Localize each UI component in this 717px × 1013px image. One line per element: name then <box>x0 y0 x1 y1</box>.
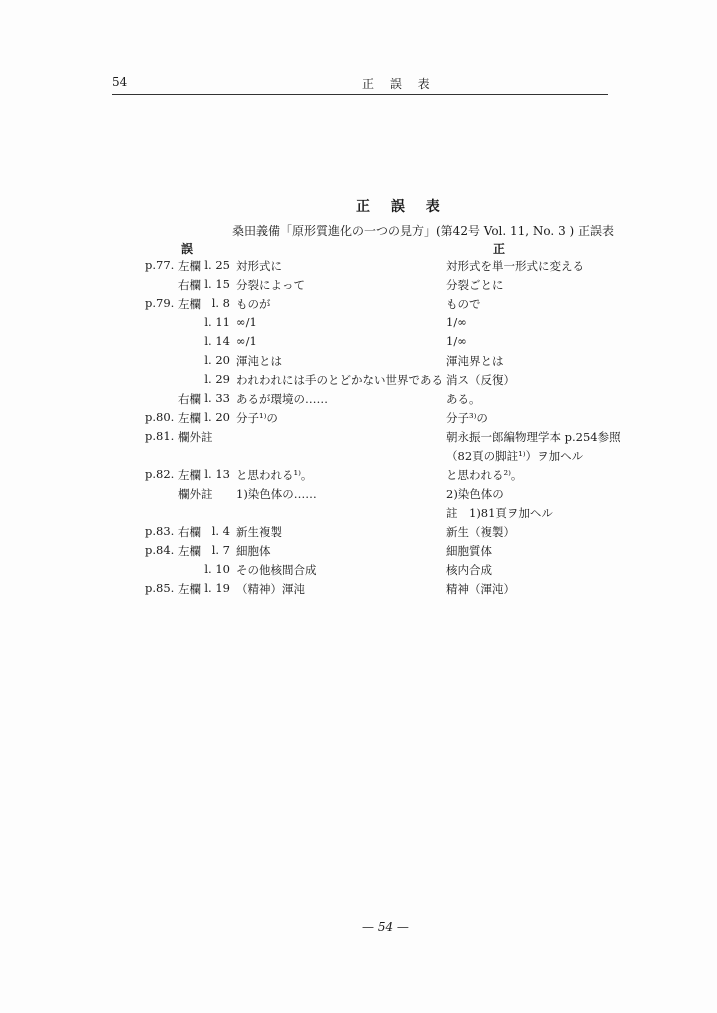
line-ref: l. 11 <box>204 315 230 329</box>
wrong-text: 対形式に <box>236 259 282 273</box>
line-ref: l. 7 <box>211 543 230 557</box>
correct-text: 対形式を単一形式に変える <box>446 259 584 273</box>
running-header: 正 誤 表 <box>362 77 436 91</box>
line-ref: l. 10 <box>204 562 230 576</box>
page-ref: p.77. <box>145 258 175 272</box>
line-ref: l. 29 <box>204 372 230 386</box>
wrong-text: 新生複製 <box>236 525 282 539</box>
errata-row <box>0 429 717 448</box>
correct-text: 細胞質体 <box>446 544 492 558</box>
wrong-text: 分子¹⁾の <box>236 411 278 425</box>
column-ref: 欄外註 <box>178 487 213 501</box>
line-ref: l. 15 <box>204 277 230 291</box>
errata-row <box>0 372 717 391</box>
line-ref: l. 20 <box>204 410 230 424</box>
errata-row <box>0 543 717 562</box>
errata-row <box>0 315 717 334</box>
errata-subtitle: 桑田義備「原形質進化の一つの見方」(第42号 Vol. 11, No. 3 ) 正誤表 <box>232 224 615 238</box>
wrong-text: ∞/1 <box>236 315 257 329</box>
errata-row <box>0 486 717 505</box>
wrong-text: （精神）渾沌 <box>236 582 305 596</box>
errata-row <box>0 467 717 486</box>
correct-text: 2)染色体の <box>446 487 504 501</box>
line-ref: l. 33 <box>204 391 230 405</box>
page-footer: — 54 — <box>362 920 409 934</box>
line-ref: l. 14 <box>204 334 230 348</box>
column-ref: 右欄 <box>178 392 201 406</box>
errata-row <box>0 353 717 372</box>
errata-row <box>0 505 717 524</box>
errata-row <box>0 410 717 429</box>
correct-text: ある。 <box>446 392 481 406</box>
page-ref: p.81. <box>145 429 175 443</box>
line-ref: l. 4 <box>211 524 230 538</box>
correct-text: 1/∞ <box>446 334 467 348</box>
header-rule <box>112 94 608 95</box>
column-ref: 左欄 <box>178 468 201 482</box>
column-header-wrong: 誤 <box>181 242 194 256</box>
page-ref: p.84. <box>145 543 175 557</box>
correct-text: もので <box>446 297 481 311</box>
column-ref: 左欄 <box>178 259 201 273</box>
errata-row <box>0 448 717 467</box>
correct-text: 渾沌界とは <box>446 354 504 368</box>
column-header-correct: 正 <box>493 242 506 256</box>
wrong-text: 渾沌とは <box>236 354 282 368</box>
column-ref: 左欄 <box>178 544 201 558</box>
wrong-text: その他核間合成 <box>236 563 317 577</box>
wrong-text: 分裂によって <box>236 278 305 292</box>
column-ref: 左欄 <box>178 297 201 311</box>
correct-text: 新生（複製） <box>446 525 515 539</box>
errata-row <box>0 391 717 410</box>
errata-table <box>0 258 717 600</box>
page-ref: p.79. <box>145 296 175 310</box>
errata-title: 正 誤 表 <box>356 199 448 215</box>
wrong-text: と思われる¹⁾。 <box>236 468 313 482</box>
correct-text: 精神（渾沌） <box>446 582 515 596</box>
correct-text: 朝永振一郎編物理学本 p.254参照 <box>446 430 621 444</box>
line-ref: l. 19 <box>204 581 230 595</box>
correct-text: と思われる²⁾。 <box>446 468 523 482</box>
correct-text: 分裂ごとに <box>446 278 504 292</box>
correct-text: 註 1)81頁ヲ加ヘル <box>446 506 553 520</box>
column-ref: 右欄 <box>178 525 201 539</box>
column-ref: 左欄 <box>178 411 201 425</box>
wrong-text: われわれには手のとどかない世界である <box>236 373 443 387</box>
column-ref: 右欄 <box>178 278 201 292</box>
correct-text: 核内合成 <box>446 563 492 577</box>
line-ref: l. 13 <box>204 467 230 481</box>
page-number: 54 <box>112 75 128 89</box>
page-ref: p.85. <box>145 581 175 595</box>
wrong-text: 1)染色体の…… <box>236 487 317 501</box>
line-ref: l. 8 <box>211 296 230 310</box>
errata-row <box>0 562 717 581</box>
page-ref: p.80. <box>145 410 175 424</box>
correct-text: 分子³⁾の <box>446 411 488 425</box>
page-ref: p.83. <box>145 524 175 538</box>
column-ref: 左欄 <box>178 582 201 596</box>
errata-row <box>0 277 717 296</box>
errata-row <box>0 334 717 353</box>
wrong-text: ものが <box>236 297 271 311</box>
line-ref: l. 20 <box>204 353 230 367</box>
line-ref: l. 25 <box>204 258 230 272</box>
wrong-text: ∞/1 <box>236 334 257 348</box>
column-ref: 欄外註 <box>178 430 213 444</box>
correct-text: 1/∞ <box>446 315 467 329</box>
wrong-text: 細胞体 <box>236 544 271 558</box>
errata-row <box>0 258 717 277</box>
wrong-text: あるが環境の…… <box>236 392 328 406</box>
page-ref: p.82. <box>145 467 175 481</box>
errata-row <box>0 581 717 600</box>
errata-row <box>0 296 717 315</box>
errata-row <box>0 524 717 543</box>
correct-text: 消ス（反復） <box>446 373 515 387</box>
correct-text: （82頁の脚註¹⁾）ヲ加ヘル <box>446 449 584 463</box>
